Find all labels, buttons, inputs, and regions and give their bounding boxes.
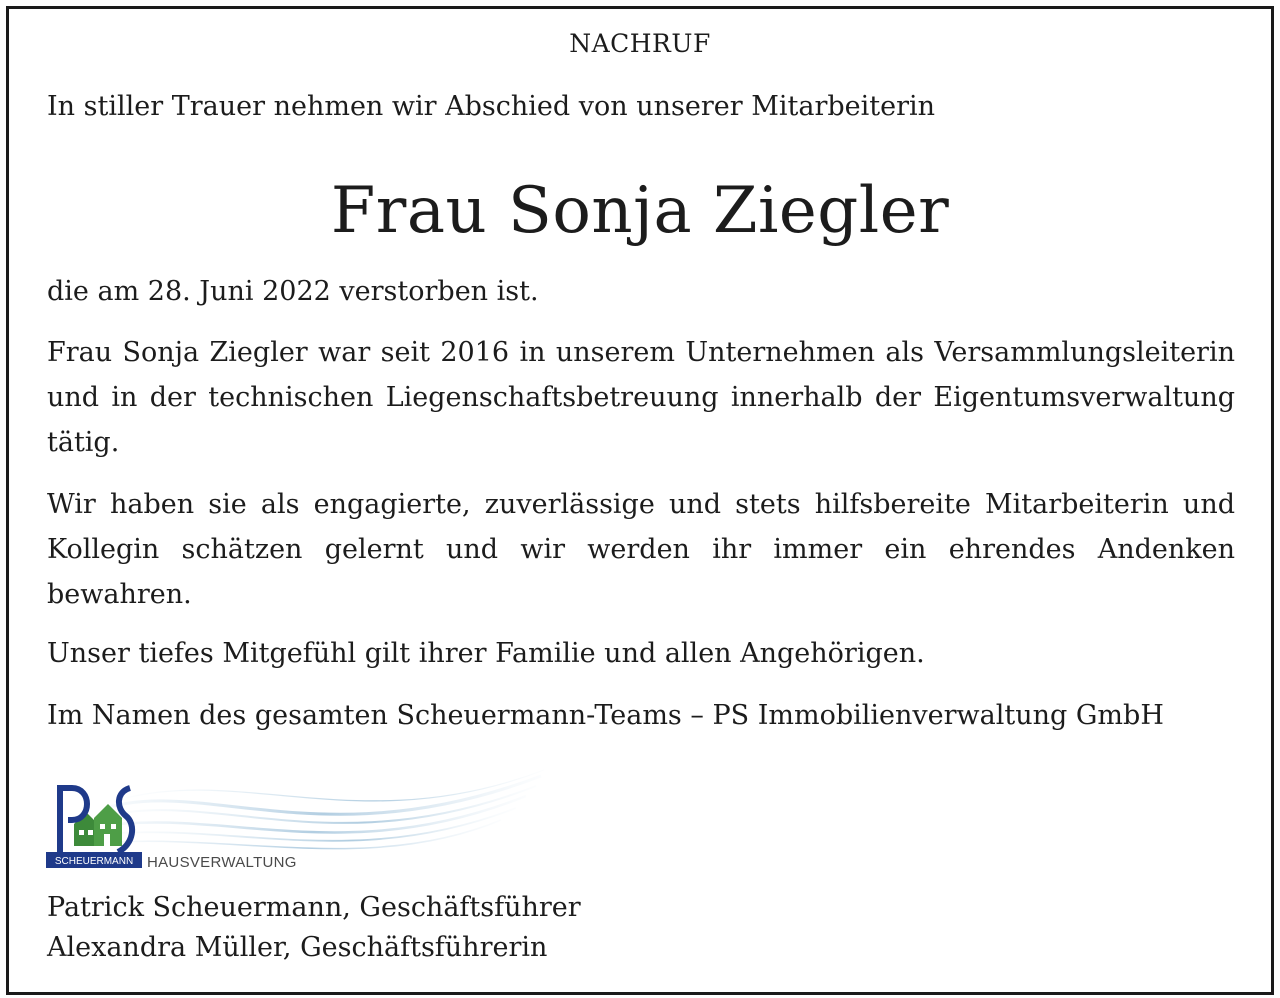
logo-tagline: HAUSVERWALTUNG bbox=[147, 854, 297, 871]
swoosh-graphic bbox=[101, 770, 544, 849]
role-paragraph: Frau Sonja Ziegler war seit 2016 in unserem Unternehmen als Versammlungsleiterin und in der technischen Liegenschaftsbetreuung innerhalb der Eigentumsverwaltung tätig. bbox=[47, 337, 1235, 458]
deceased-name: Frau Sonja Ziegler bbox=[330, 174, 950, 248]
ps-emblem-icon bbox=[60, 788, 132, 852]
notice-headline: NACHRUF bbox=[569, 29, 711, 58]
company-signoff: Im Namen des gesamten Scheuermann-Teams – PS Immobilienverwaltung GmbH bbox=[47, 700, 1164, 731]
death-date-line: die am 28. Juni 2022 verstorben ist. bbox=[47, 276, 539, 307]
sympathy-line: Unser tiefes Mitgefühl gilt ihrer Familie und allen Angehörigen. bbox=[47, 638, 925, 669]
signer-patrick: Patrick Scheuermann, Geschäftsführer bbox=[47, 892, 581, 923]
signer-alexandra: Alexandra Müller, Geschäftsführerin bbox=[47, 932, 548, 963]
tribute-paragraph: Wir haben sie als engagierte, zuverlässige und stets hilfsbereite Mitarbeiterin und Kollegin schätzen gelernt und wir werden ihr immer ein ehrendes Andenken bewahren. bbox=[47, 489, 1235, 610]
logo-brand-label: SCHEUERMANN bbox=[54, 856, 134, 867]
intro-text: In stiller Trauer nehmen wir Abschied von unserer Mitarbeiterin bbox=[47, 91, 936, 122]
company-logo bbox=[46, 768, 546, 876]
